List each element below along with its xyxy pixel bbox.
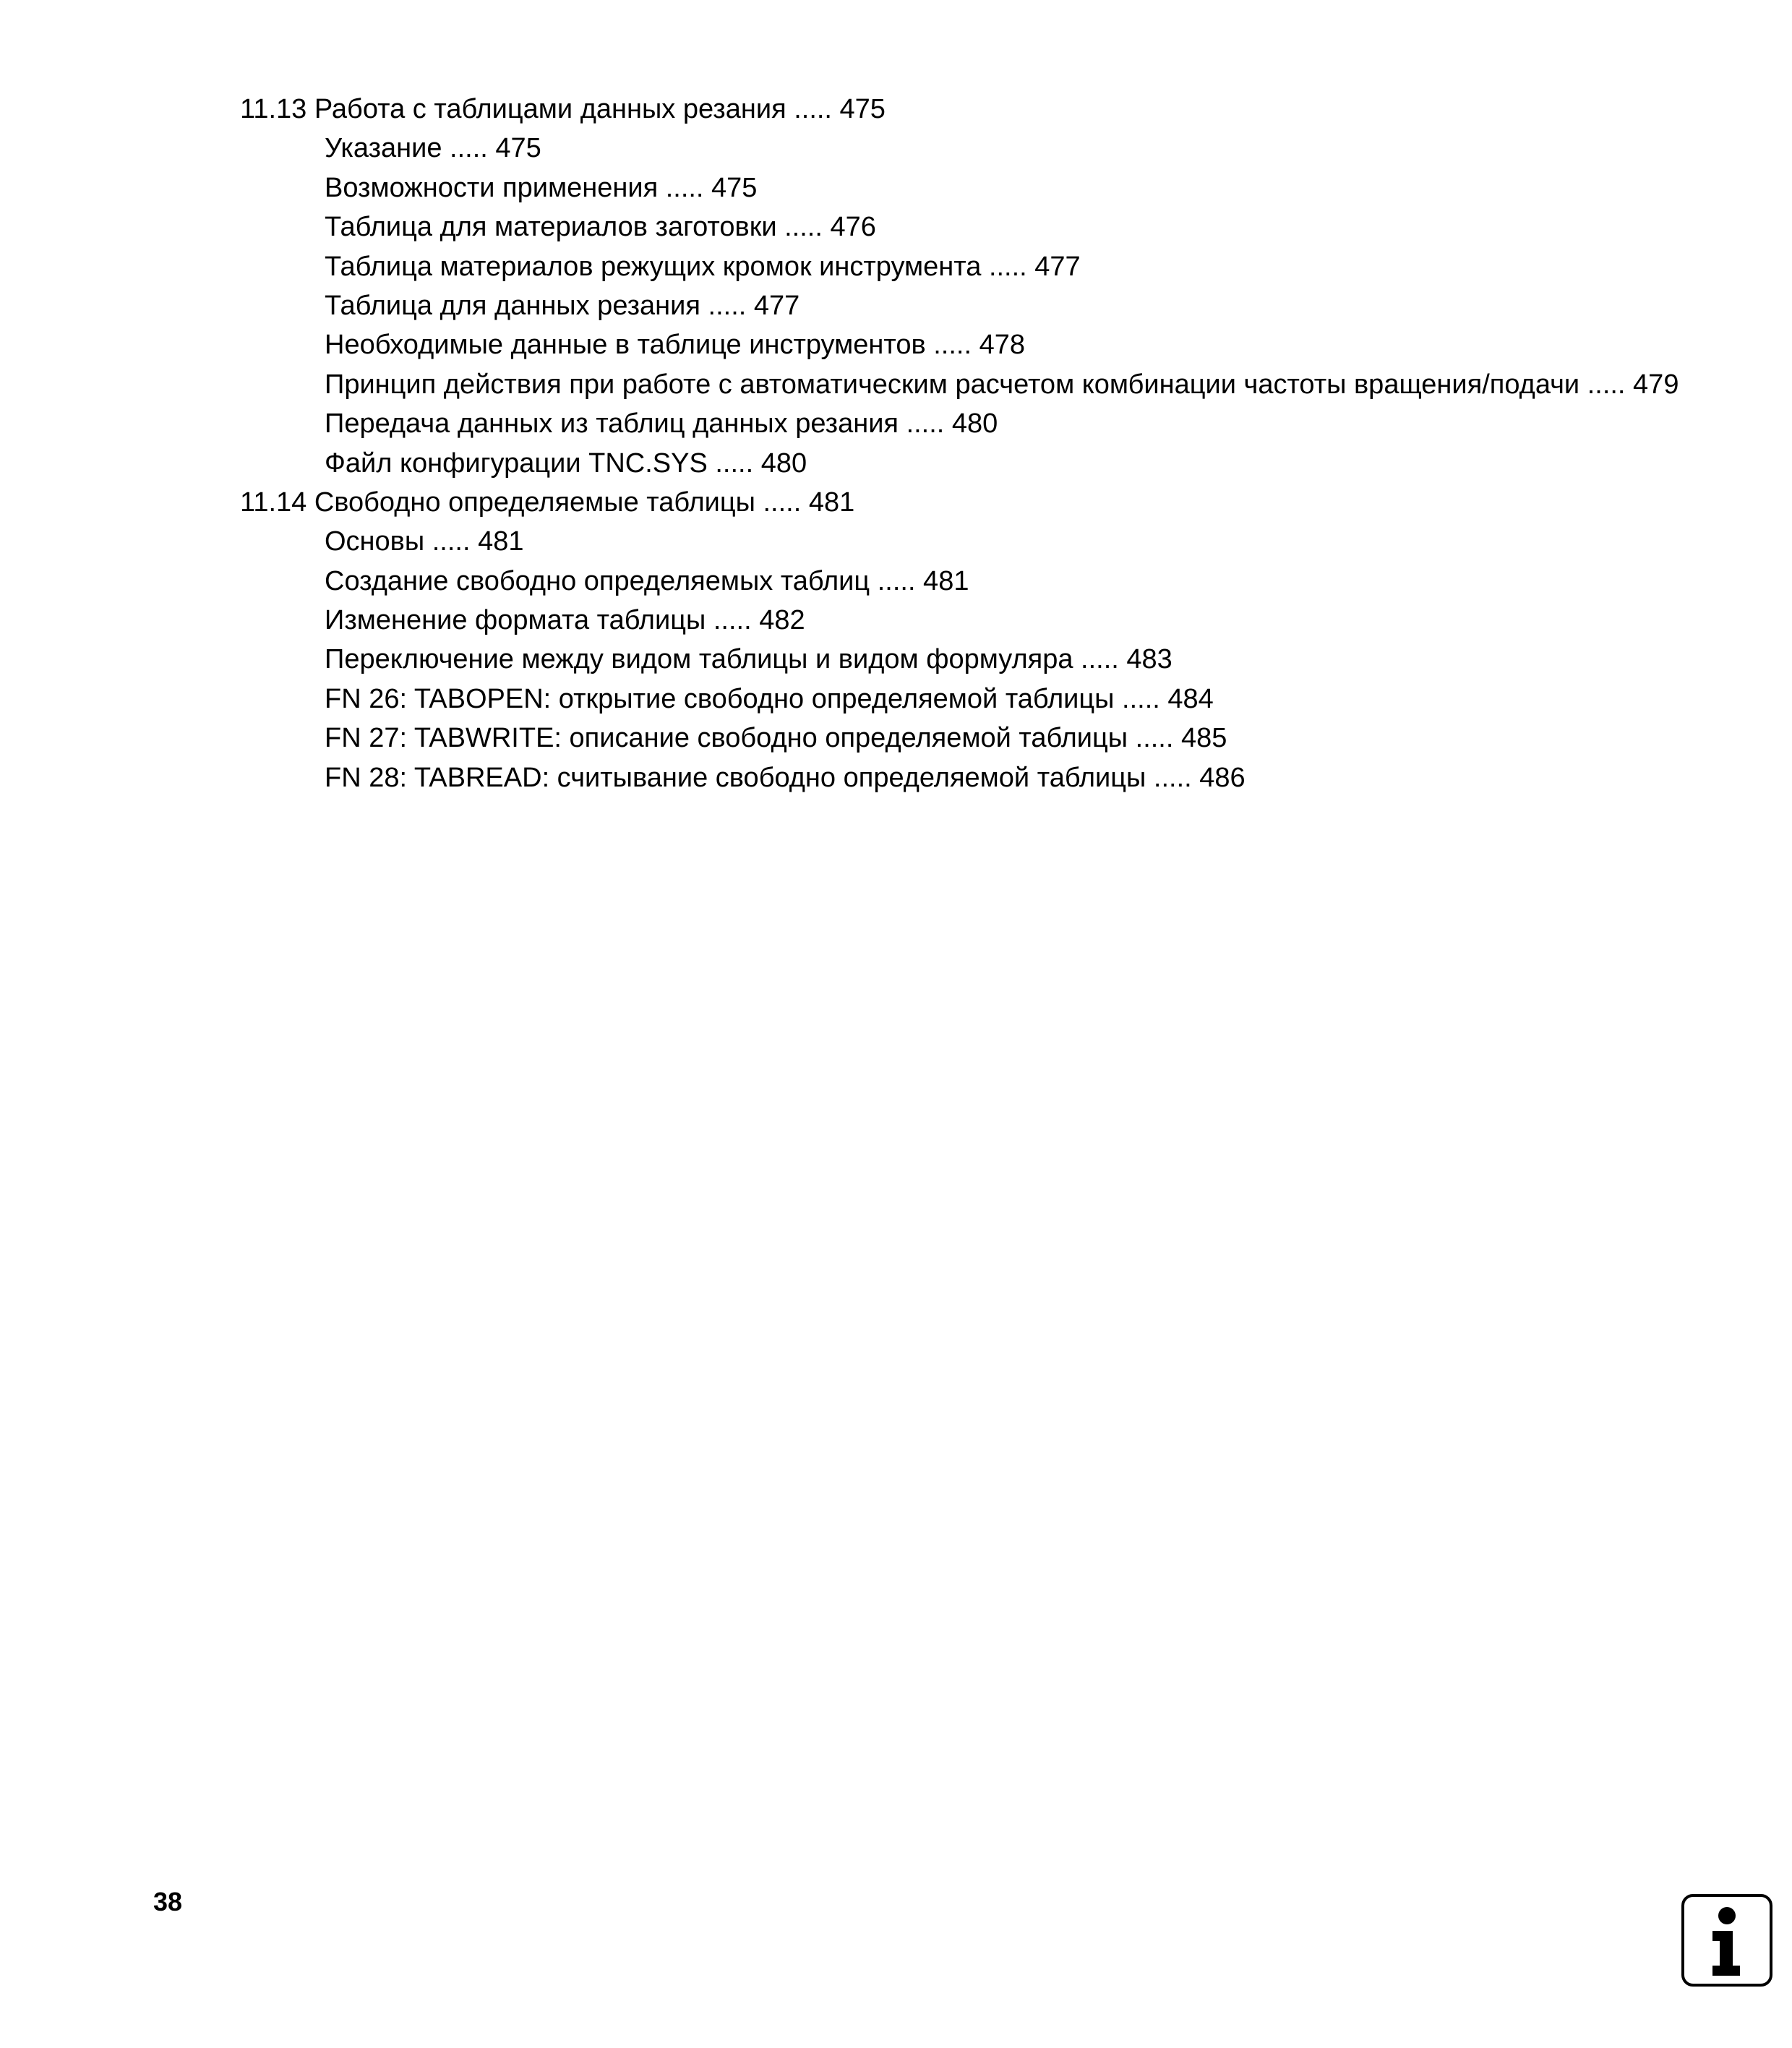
toc-entry: Необходимые данные в таблице инструментов ..... 478 [325,330,1025,361]
toc-entry: 11.14 Свободно определяемые таблицы ..... 481 [240,487,855,518]
toc-entry: Таблица материалов режущих кромок инструмента ..... 477 [325,251,1081,282]
toc-entry: Передача данных из таблиц данных резания ..... 480 [325,408,998,440]
toc-entry: Таблица для данных резания ..... 477 [325,290,800,321]
toc-entry: FN 27: TABWRITE: описание свободно определяемой таблицы ..... 485 [325,723,1227,754]
toc-entry: Файл конфигурации TNC.SYS ..... 480 [325,447,807,479]
toc-entry: Переключение между видом таблицы и видом формуляра ..... 483 [325,644,1172,675]
toc-entry: Принцип действия при работе с автоматическим расчетом комбинации частоты вращения/подачи ..... 479 [325,369,1679,400]
toc-entry: FN 28: TABREAD: считывание свободно определяемой таблицы ..... 486 [325,762,1246,793]
toc-entry: Изменение формата таблицы ..... 482 [325,605,805,636]
page-number: 38 [153,1887,183,1916]
toc-entry: Создание свободно определяемых таблиц ..... 481 [325,565,969,596]
table-of-contents [240,90,1758,797]
toc-entry: Основы ..... 481 [325,526,524,557]
info-icon [1681,1893,1773,1987]
toc-entry: Возможности применения ..... 475 [325,172,758,203]
toc-entry: FN 26: TABOPEN: открытие свободно определяемой таблицы ..... 484 [325,683,1214,714]
toc-entry: Указание ..... 475 [325,133,541,164]
toc-entry: Таблица для материалов заготовки ..... 476 [325,212,876,243]
toc-entry: 11.13 Работа с таблицами данных резания ..... 475 [240,94,886,124]
